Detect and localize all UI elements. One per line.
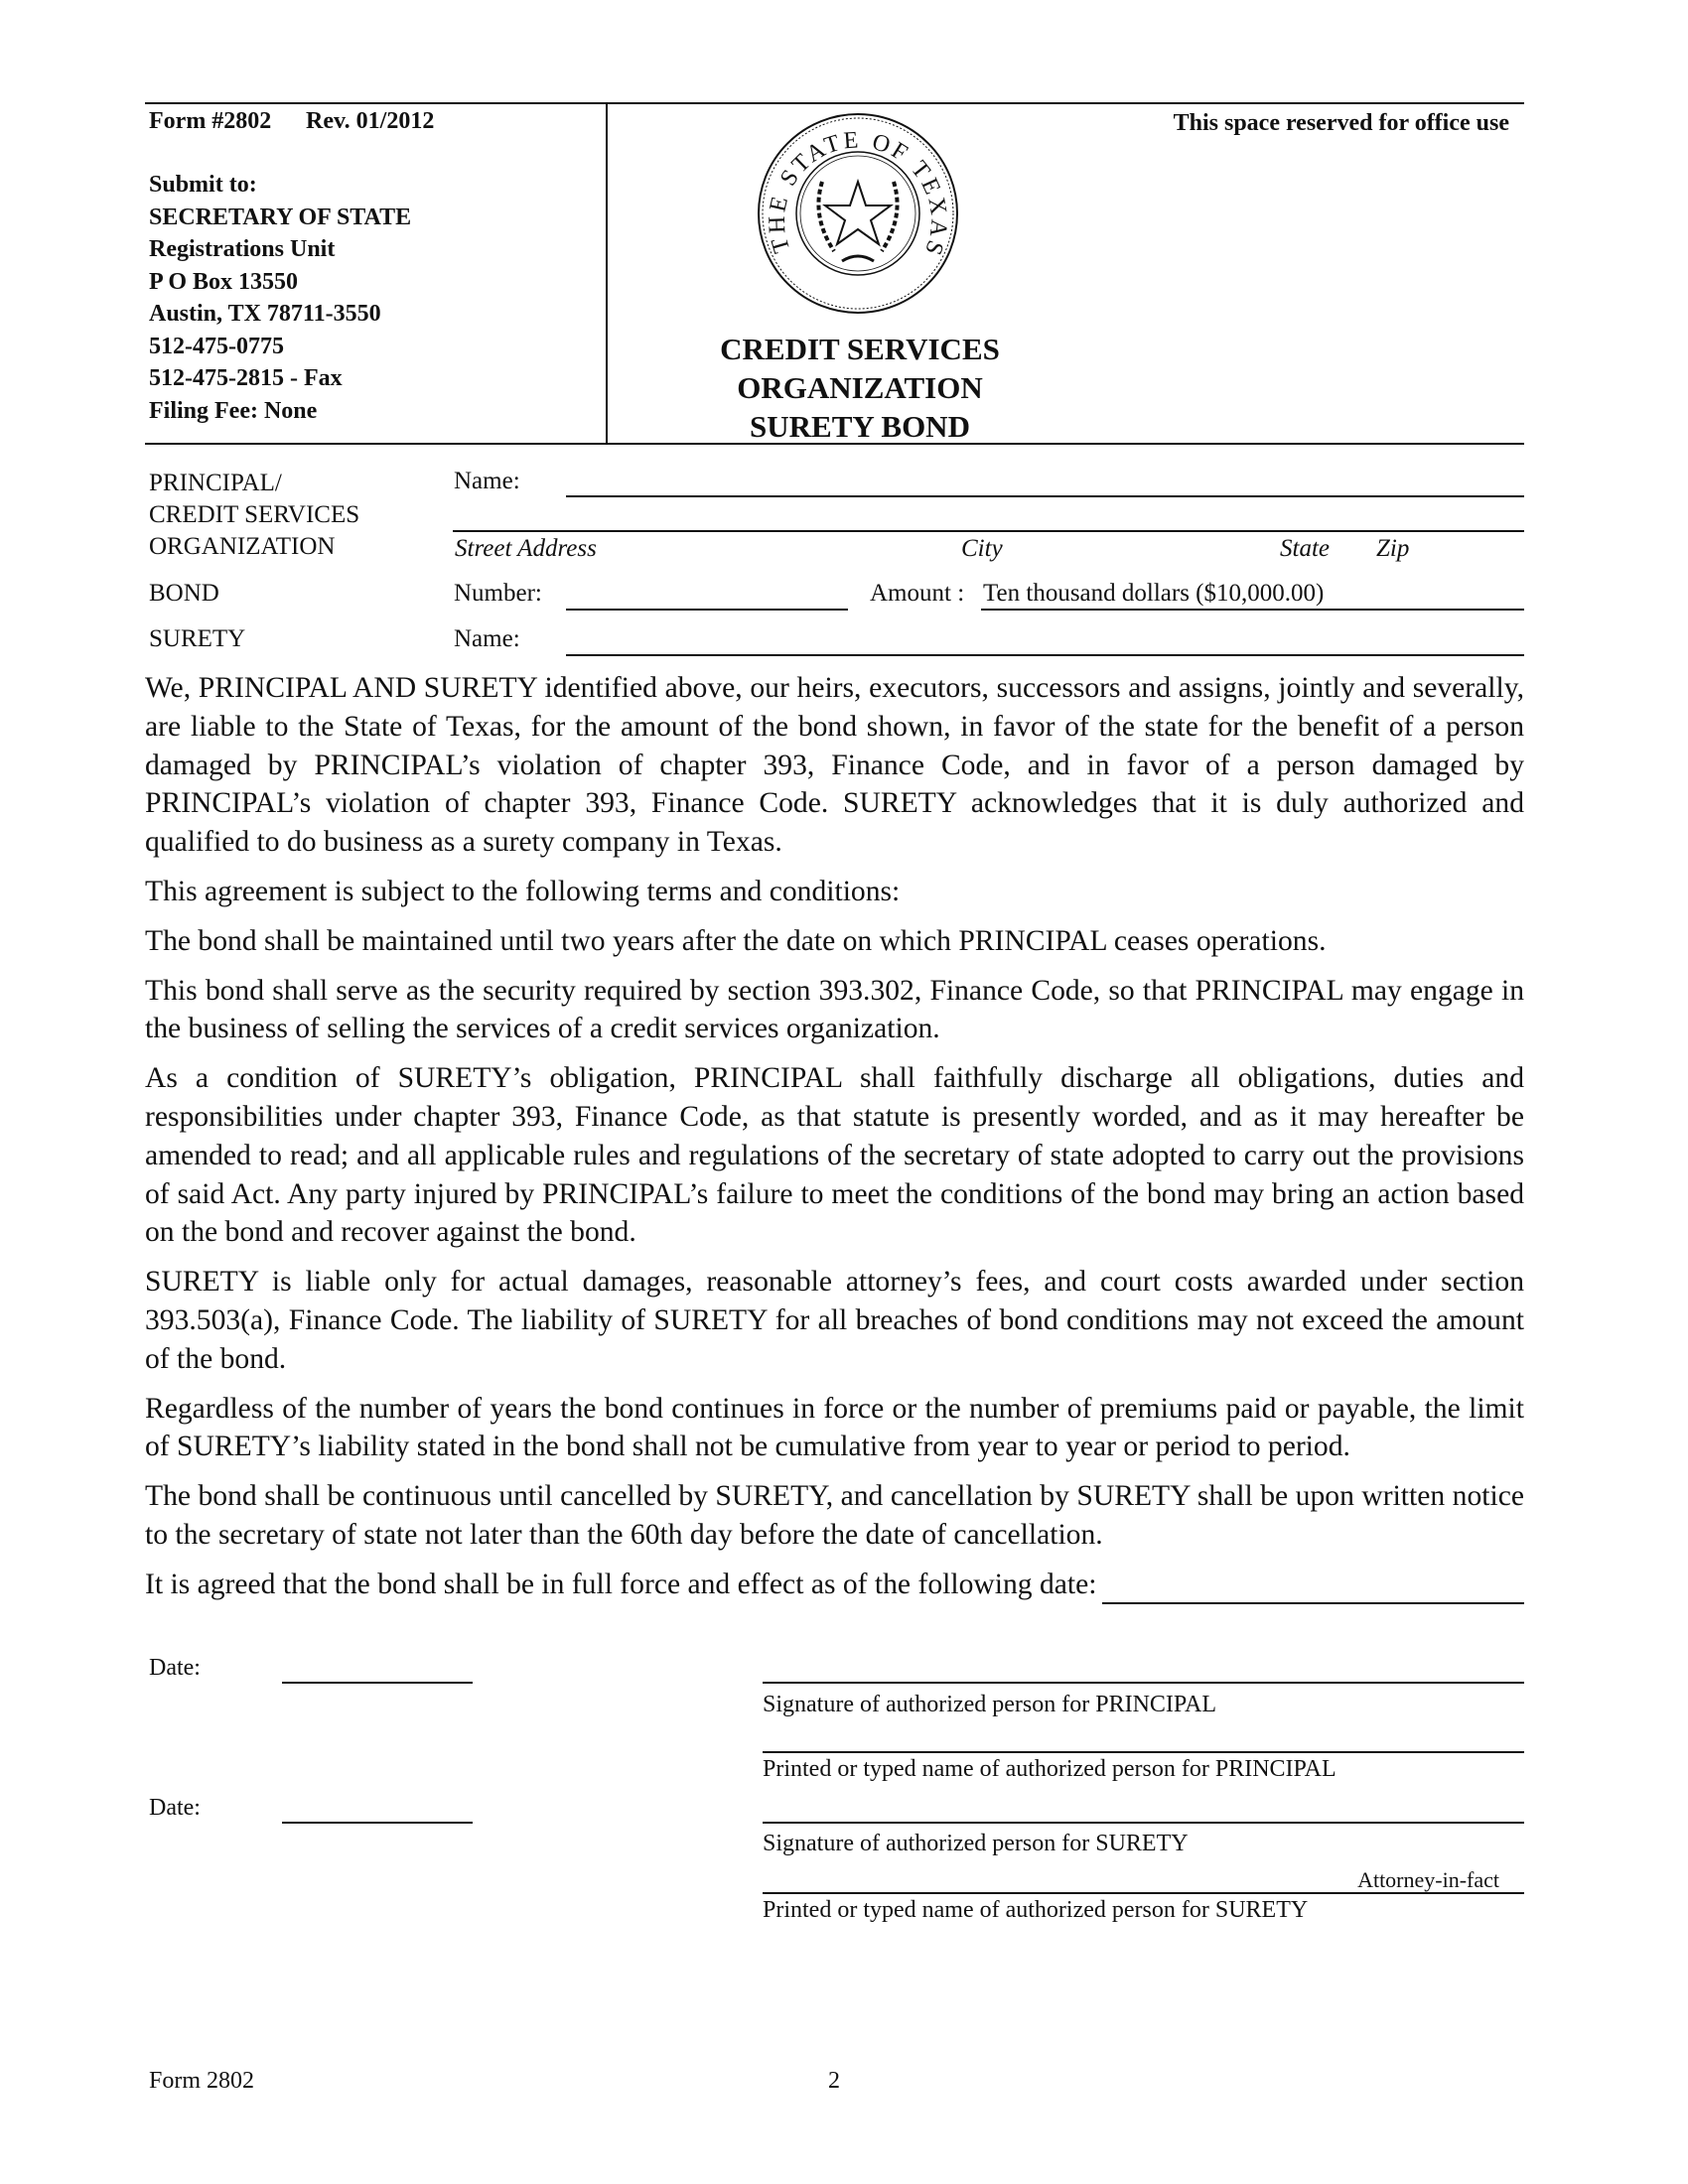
header-top-rule (145, 102, 1524, 104)
surety-printed-name-label: Printed or typed name of authorized person for SURETY (763, 1897, 1309, 1923)
surety-signature-field[interactable] (763, 1822, 1524, 1824)
principal-label-line-2: CREDIT SERVICES (149, 501, 360, 528)
texas-state-seal (757, 112, 959, 315)
principal-address-field[interactable] (453, 530, 1524, 532)
filing-fee: Filing Fee: None (149, 397, 318, 424)
surety-signature-label: Signature of authorized person for SURETY (763, 1831, 1189, 1856)
surety-date-label: Date: (149, 1795, 201, 1821)
effective-date-row (145, 1566, 1524, 1604)
seal-lettering: THE STATE OF TEXAS (764, 127, 952, 261)
form-title (607, 330, 1113, 446)
submit-to-city: Austin, TX 78711-3550 (149, 301, 381, 327)
principal-date-field[interactable] (282, 1682, 473, 1684)
bond-number-label: Number: (454, 580, 542, 607)
title-line-1: CREDIT SERVICES (720, 332, 1000, 366)
submit-to-po-box: P O Box 13550 (149, 268, 299, 295)
office-use-note: This space reserved for office use (1173, 110, 1509, 136)
principal-name-label: Name: (454, 468, 520, 494)
submit-to-block (149, 169, 411, 427)
surety-printed-name-field[interactable] (763, 1892, 1524, 1894)
principal-signature-field[interactable] (763, 1682, 1524, 1684)
paragraph-obligation: As a condition of SURETY’s obligation, PRINCIPAL shall faithfully discharge all obligations, duties and responsibilities under chapter 393, Finance Code, as that statute is presently worded, and as it may hereafter be amended to read; and all applicable rules and regulations of the secretary of state adopted to carry out the provisions of said Act. Any party injured by PRINCIPAL’s failure to meet the conditions of the bond may bring an action based on the bond and recover against the bond. (145, 1062, 1524, 1249)
title-line-3: SURETY BOND (750, 409, 970, 444)
bond-amount-label: Amount : (870, 580, 965, 607)
principal-signature-label: Signature of authorized person for PRINCIPAL (763, 1692, 1217, 1717)
form-number: Form #2802 (149, 108, 272, 134)
zip-label: Zip (1376, 535, 1410, 562)
submit-to-unit: Registrations Unit (149, 236, 336, 262)
bond-amount-field[interactable] (981, 609, 1524, 611)
footer-form-number: Form 2802 (149, 2068, 255, 2094)
bond-amount-value: Ten thousand dollars ($10,000.00) (983, 580, 1325, 607)
submit-to-phone: 512-475-0775 (149, 333, 284, 359)
paragraph-security: This bond shall serve as the security required by section 393.302, Finance Code, so that PRINCIPAL may engage in the business of selling the services of a credit services organization. (145, 974, 1524, 1045)
surety-date-field[interactable] (282, 1822, 473, 1824)
form-revision: Rev. 01/2012 (306, 108, 435, 134)
attorney-in-fact-label: Attorney-in-fact (1357, 1867, 1499, 1892)
paragraph-cancellation: The bond shall be continuous until cancelled by SURETY, and cancellation by SURETY shall be upon written notice to the secretary of state not later than the 60th day before the date of cancellation. (145, 1480, 1524, 1551)
surety-name-field[interactable] (566, 654, 1524, 656)
paragraph-maintained: The bond shall be maintained until two years after the date on which PRINCIPAL ceases operations. (145, 924, 1327, 957)
surety-name-label: Name: (454, 625, 520, 652)
paragraph-cumulative: Regardless of the number of years the bond continues in force or the number of premiums paid or payable, the limit of SURETY’s liability stated in the bond shall not be cumulative from year to year or period to period. (145, 1392, 1524, 1463)
paragraph-terms-intro: This agreement is subject to the following terms and conditions: (145, 875, 901, 907)
principal-label-line-1: PRINCIPAL/ (149, 470, 282, 496)
bond-terms (145, 669, 1524, 1604)
submit-to-heading: Submit to: (149, 172, 257, 198)
principal-date-label: Date: (149, 1655, 201, 1681)
page-number: 2 (828, 2068, 840, 2094)
title-line-2: ORGANIZATION (737, 370, 983, 405)
paragraph-damages: SURETY is liable only for actual damages, reasonable attorney’s fees, and court costs awarded under section 393.503(a), Finance Code. The liability of SURETY for all breaches of bond conditions may not exceed the amount of the bond. (145, 1266, 1524, 1375)
bond-label: BOND (149, 580, 219, 607)
submit-to-agency: SECRETARY OF STATE (149, 204, 412, 230)
state-label: State (1280, 535, 1330, 562)
street-address-label: Street Address (455, 535, 597, 562)
effective-date-field[interactable] (1102, 1572, 1524, 1604)
principal-label (149, 468, 359, 563)
surety-label: SURETY (149, 625, 246, 652)
bond-number-field[interactable] (566, 609, 848, 611)
submit-to-fax: 512-475-2815 - Fax (149, 365, 343, 391)
paragraph-liability: We, PRINCIPAL AND SURETY identified above, our heirs, executors, successors and assigns, jointly and severally, are liable to the State of Texas, for the amount of the bond shown, in favor of the state for the benefit of a person damaged by PRINCIPAL’s violation of chapter 393, Finance Code, and in favor of a person damaged by PRINCIPAL’s violation of chapter 393, Finance Code. SURETY acknowledges that it is duly authorized and qualified to do business as a surety company in Texas. (145, 672, 1524, 859)
effective-date-text: It is agreed that the bond shall be in full force and effect as of the following date: (145, 1568, 1097, 1600)
principal-printed-name-label: Printed or typed name of authorized person for PRINCIPAL (763, 1756, 1336, 1782)
principal-printed-name-field[interactable] (763, 1751, 1524, 1753)
principal-name-field[interactable] (566, 495, 1524, 497)
principal-label-line-3: ORGANIZATION (149, 533, 336, 560)
city-label: City (961, 535, 1003, 562)
